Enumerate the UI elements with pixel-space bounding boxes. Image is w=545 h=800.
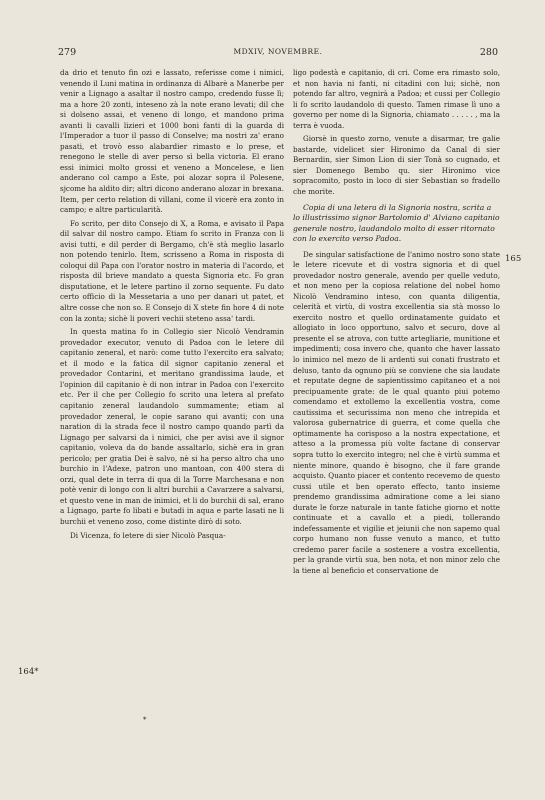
running-title: MDXIV, NOVEMBRE. [233, 47, 323, 56]
margin-note-left: 164* [18, 667, 39, 677]
paragraph: De singular satisfactione de l'animo nostro sono state le letere ricevute et di vostra signoria et di quel provedador nostro generale, avendo per quelle veduto, et non meno per la copiosa relatione del nobel homo Nicolò Vendramino inteso, con quanta diligentia, celerità et virtù, di vostra excellentia sia stà mosso lo exercito nostro et quello ordinatamente guidato et allogiato in loco opportuno, salvo et securo, dove al presente el se atrova, con tutte artegliarie, munitione et impedimenti; cosa invero che, quanto che haver lassato lo inimico nel mezo de li ardenti sui conati frustrato et deluso, tanto da ognuno più se conviene che sia laudate et reputate degne de sapientissimo capitaneo et a noi precipuamente grate: de le qual quanto piui potemo comendamo et extollemo la excellentia vostra, come cautissima et securissima non meno che intrepida et valorosa gubernatrice di guerra, et come quella che optimamente ha corisposo a la nostra expectatione, et atteso a la promessa più volte factane di conservar sopra tutto lo exercito integro; nel che è virtù summa et niente minore, quando è bisogno, che il fare grande acquisto. Quanto piacer et contento recevemo de questo cussi utile et ben operato effecto, tanto insieme prendemo grandissima admiratione come a lei siano durate le forze naturale in tante fatiche giorno et notte continuate et a cavallo et a piedi, tollerando indefessamente et vigilie et jeiunii che non sapemo qual corpo humano non fusse venuto a manco, et tutto credemo parer facile a sostenere a vostra excellentia, per la grande virtù sua, ben nota, et non minor zelo che la tiene al beneficio et conservatione de [293, 249, 500, 575]
paragraph: Giorsè in questo zorno, venute a disarmar, tre galie bastarde, videlicet sier Hironimo da Canal di sier Bernardin, sier Simon Lion di sier Tonà so cugnado, et sier Domenego Bembo qu. sier Hironimo vice sopracomito, posto in loco di sier Sebastian so fradello che morite. [293, 134, 500, 197]
paragraph: In questa matina fo in Collegio sier Nicolò Vendramin provedador executor, venuto di Padoa con le letere dil capitanio zeneral, et narò: come tutto l'exercito era salvato; et il modo e la fatica dil signor capitanio zeneral et provedador Contarini, et meritano grandissima laude, et l'opinion dil capitanio è di non intrar in Padoa con l'exercito etc. Per il che per Collegio fo scrito una letera al prefato capitanio zeneral laudandolo summamente; etiam al provedador zeneral, le copie sarano qui avanti; con una naration di la strada fece il nostro campo quando partì da Lignago per salvarsi da i nimici, che per avisi ave il signor capitanio, voleva da do bande assaltarlo, sichè era in gran pericolo; per gratia Dei è salvo, nè si ha perso altro cha uno burchio in l'Adexe, patron uno mantoan, con 400 stera di orzi, qual dete in terra di qua di la Torre Marchesana e non potè venir di longo con li altri burchii a Cavarzere a salvarsi, et questo vene in man de inimici, et li do burchii di sal, erano a Lignago, parte fo libati e butadi in aqua e parte lasati ne li burchii et veneno zoso, come distinte dirò di soto. [60, 327, 284, 526]
page-number-left: 279 [58, 47, 77, 58]
right-column [293, 68, 500, 577]
paragraph: Di Vicenza, fo letere di sier Nicolò Pasqua- [70, 530, 226, 540]
paragraph: Fo scrito, per dito Consejo di X, a Roma, e avisato il Papa dil salvar dil nostro campo. Etiam fo scrito in Franza con li avisi tutti, e dil perder di Bergamo, ch'è stà meglio lasarlo non potendo tenirlo. Item, scrisseno a Roma in risposta di coloqui dil Papa con l'orator nostro in materia di l'acordo, et risposta dil brieve mandato a questa Signoria etc. Fo gran disputatione, et le letere partino il zorno sequente. Fu dato certo officio di la Messetaria a uno per danari ut patet, et altre cosse che non so. E Consejo di X stete fin hore 4 di note con la zonta; sichè li poveri vechii steteno assa' tardi. [60, 218, 284, 323]
left-column [60, 68, 284, 541]
paragraph: da drio et tenuto fin ozi e lassato, referisse come i nimici, venendo il Luni matina in ordinanza di Albarè a Manerbe per venir a Lignago a asaltar il nostro campo, credendo fusse lì; ma a hore 20 zonti, inteseno zà la note erano levati; dil che si dolseno assai, et veneno di longo, et mandono prima avanti li cavalli lizieri et 1000 boni fanti di la guarda di l'Imperador a tuor il passo di Conselve; ma nostri za' erano pasati, et trovò esso alabardier rimasto e lo prese, et renegono le stelle di aver perso sì bella victoria. El erano essi inimici molto grossi et veneno a Moncelese, e lien anderano col campo a Este, poi alozar sopra il Polesene, sjcome ha aldito dir; altri dicono anderano alozar in brexana. Item, per certo relation di villani, come il vicerè era zonto in campo; e altre particularità. [60, 68, 284, 215]
document-title: Copia di una letera di la Signoria nostra, scrita a lo illustrissimo signor Bartolomio d' Alviano capitanio generale nostro, laudandolo molto di esser ritornato con lo exercito verso Padoa. [293, 202, 500, 244]
margin-note-right: 165 [505, 254, 522, 264]
running-header [58, 47, 498, 61]
footer-mark: * [143, 716, 147, 724]
paragraph: ligo podestà e capitanio, di cri. Come era rimasto solo, et non havia ni fanti, ni citadini con lui; sichè, non potendo far altro, vegnirà a Padoa; et cussi per Collegio li fo scrito laudandolo di questo. Tamen rimase lì uno a governo per nome di la Signoria, chiamato . . . . . , ma la terra è vuoda. [293, 68, 500, 130]
page-number-right: 280 [479, 47, 498, 58]
